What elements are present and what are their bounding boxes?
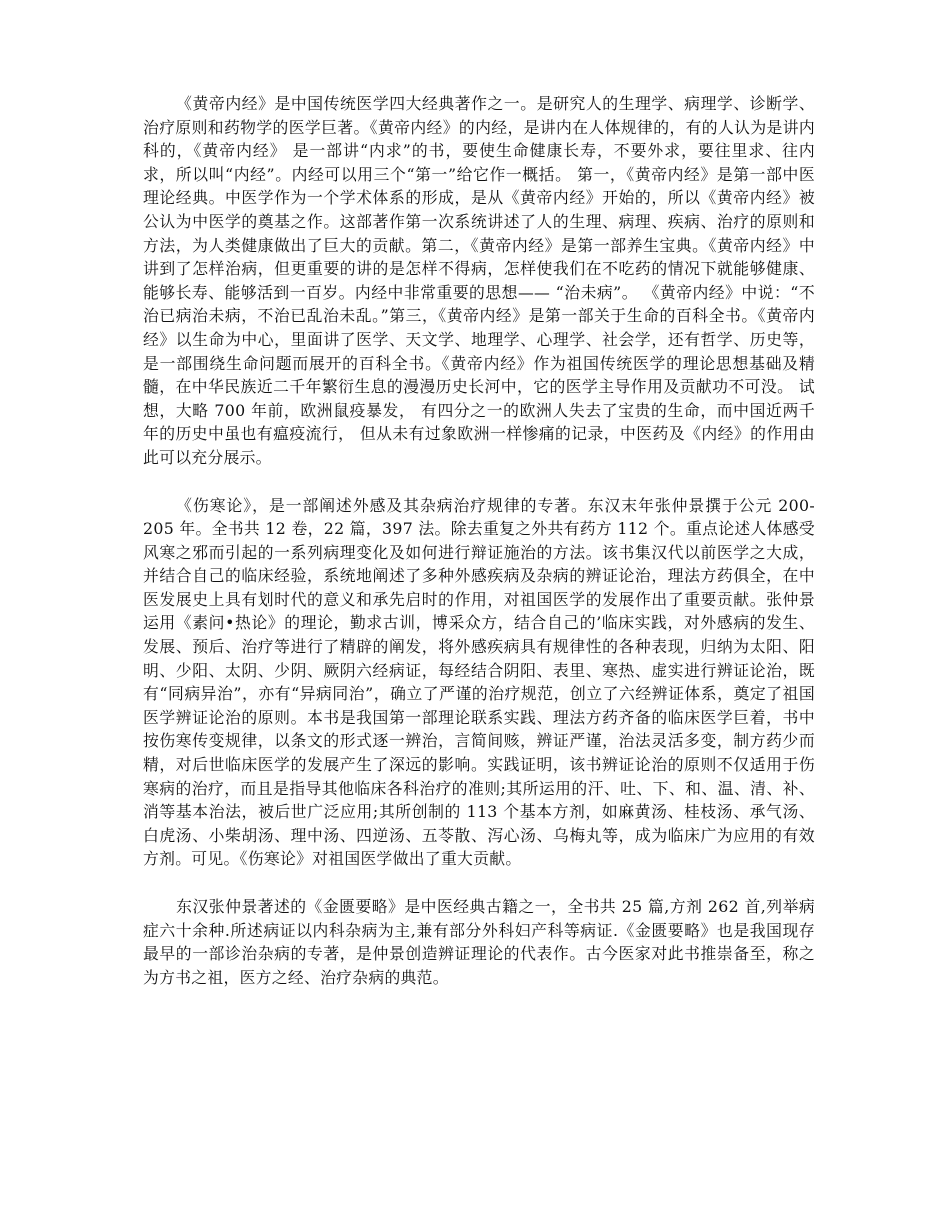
document-page [143, 92, 815, 989]
paragraph-shanghan-lun: 《伤寒论》，是一部阐述外感及其杂病治疗规律的专著。东汉末年张仲景撰于公元 200-205 年。全书共 12 卷，22 篇，397 法。除去重复之外共有药方 112 个。重点论述人体感受风寒之邪而引起的一系列病理变化及如何进行辩证施治的方法。该书集汉代以前医学之大成，并结合自己的临床经验，系统地阐述了多种外感疾病及杂病的辨证论治，理法方药俱全，在中医发展史上具有划时代的意义和承先启时的作用，对祖国医学的发展作出了重要贡献。张仲景运用《素问•热论》的理论，勤求古训，博采众方，结合自己的’临床实践，对外感病的发生、发展、预后、治疗等进行了精辟的阐发，将外感疾病具有规律性的各种表现，归纳为太阳、阳明、少阳、太阴、少阴、厥阴六经病证，每经结合阴阳、表里、寒热、虚实进行辨证论治，既有“同病异治”，亦有“异病同治”，确立了严谨的治疗规范，创立了六经辨证体系，奠定了祖国医学辨证论治的原则。本书是我国第一部理论联系实践、理法方药齐备的临床医学巨着，书中按伤寒传变规律，以条文的形式逐一辨治，言简间赅，辨证严谨，治法灵活多变，制方药少而精，对后世临床医学的发展产生了深远的影响。实践证明，该书辨证论治的原则不仅适用于伤寒病的治疗，而且是指导其他临床各科治疗的准则;其所运用的汗、吐、下、和、温、清、补、消等基本治法，被后世广泛应用;其所创制的 113 个基本方剂，如麻黄汤、桂枝汤、承气汤、白虎汤、小柴胡汤、理中汤、四逆汤、五苓散、泻心汤、乌梅丸等，成为临床广为应用的有效方剂。可见。《伤寒论》对祖国医学做出了重大贡献。 [143, 495, 815, 869]
paragraph-huangdi-neijing: 《黄帝内经》是中国传统医学四大经典著作之一。是研究人的生理学、病理学、诊断学、治疗原则和药物学的医学巨著。《黄帝内经》的内经，是讲内在人体规律的，有的人认为是讲内科的，《黄帝内经》 是一部讲“内求”的书，要使生命健康长寿，不要外求，要往里求、往内求，所以叫“内经”。内经可以用三个“第一”给它作一概括。 第一，《黄帝内经》是第一部中医理论经典。中医学作为一个学术体系的形成，是从《黄帝内经》开始的，所以《黄帝内经》被公认为中医学的奠基之作。这部著作第一次系统讲述了人的生理、病理、疾病、治疗的原则和方法，为人类健康做出了巨大的贡献。第二，《黄帝内经》是第一部养生宝典。《黄帝内经》中讲到了怎样治病，但更重要的讲的是怎样不得病，怎样使我们在不吃药的情况下就能够健康、能够长寿、能够活到一百岁。内经中非常重要的思想—— “治未病”。 《黄帝内经》中说：“不治已病治未病，不治已乱治未乱。”第三，《黄帝内经》是第一部关于生命的百科全书。《黄帝内经》以生命为中心，里面讲了医学、天文学、地理学、心理学、社会学，还有哲学、历史等，是一部围绕生命问题而展开的百科全书。《黄帝内经》作为祖国传统医学的理论思想基础及精髓，在中华民族近二千年繁衍生息的漫漫历史长河中，它的医学主导作用及贡献功不可没。 试想，大略 700 年前，欧洲鼠疫暴发， 有四分之一的欧洲人失去了宝贵的生命，而中国近两千年的历史中虽也有瘟疫流行， 但从未有过象欧洲一样惨痛的记录，中医药及《内经》的作用由此可以充分展示。 [143, 94, 815, 467]
paragraph-jingui-yaolue: 东汉张仲景著述的《金匮要略》是中医经典古籍之一，全书共 25 篇,方剂 262 首,列举病症六十余种.所述病证以内科杂病为主,兼有部分外科妇产科等病证.《金匮要略》也是我国现存最早的一部诊治杂病的专著，是仲景创造辨证理论的代表作。古今医家对此书推崇备至，称之为方书之祖，医方之经、治疗杂病的典范。 [143, 897, 815, 987]
